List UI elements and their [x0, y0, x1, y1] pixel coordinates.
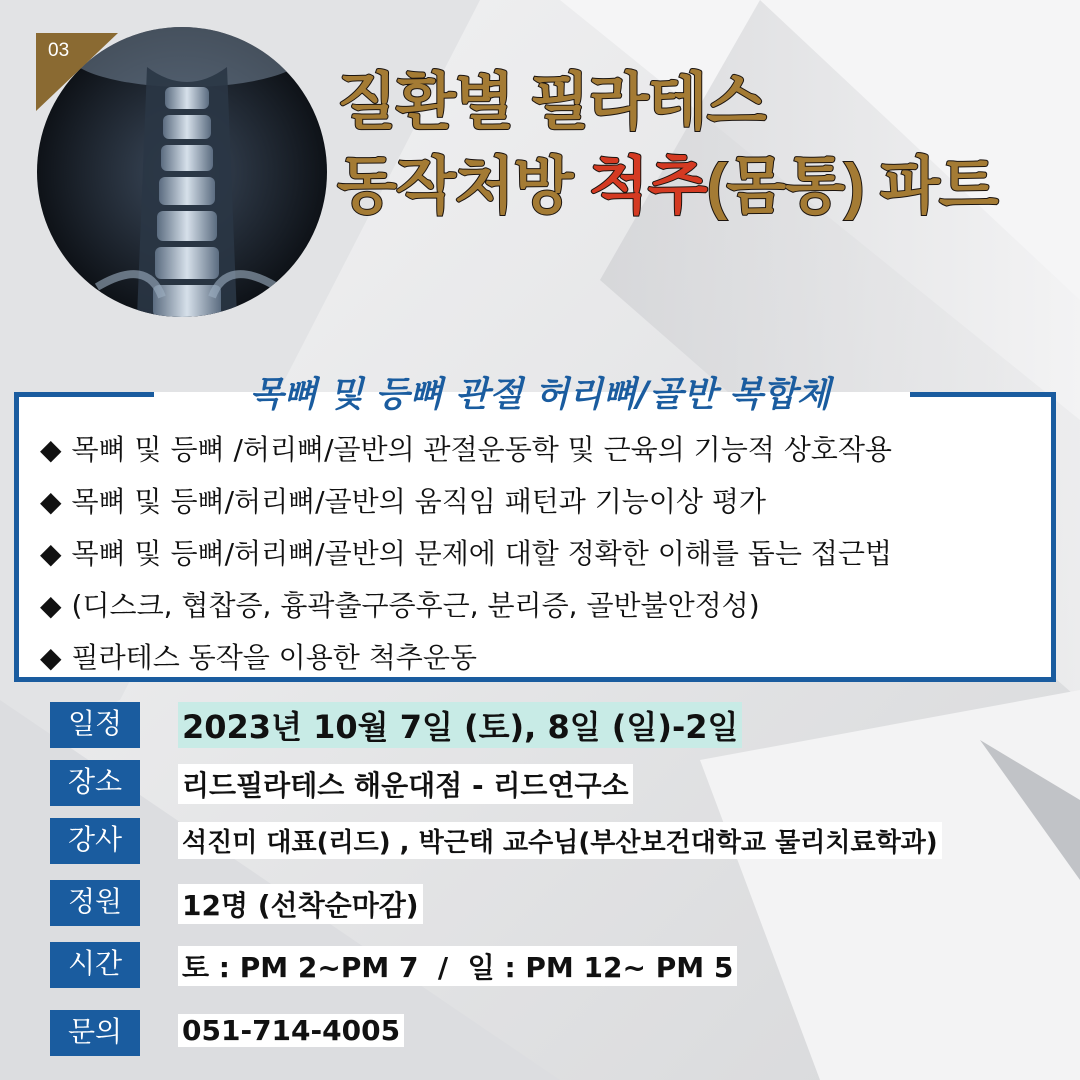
info-value: 리드필라테스 해운대점 - 리드연구소 [178, 764, 633, 804]
list-item-text: 목뼈 및 등뼈 /허리뼈/골반의 관절운동학 및 근육의 기능적 상호작용 [71, 433, 892, 466]
list-item-text: 목뼈 및 등뼈/허리뼈/골반의 문제에 대할 정확한 이해를 돕는 접근법 [71, 537, 892, 570]
title-line-1: 질환별 필라테스 [337, 68, 766, 137]
info-row-time [50, 942, 1080, 992]
info-value: 석진미 대표(리드) , 박근태 교수님(부산보건대학교 물리치료학과) [178, 822, 942, 859]
info-label: 시간 [50, 942, 140, 988]
list-item-text: (디스크, 협찹증, 흉곽출구증후근, 분리증, 골반불안정성) [71, 589, 760, 622]
list-item-text: 필라테스 동작을 이용한 척추운동 [71, 641, 477, 674]
info-row-contact [50, 1010, 1080, 1060]
info-value: 051-714-4005 [178, 1014, 404, 1047]
info-label: 장소 [50, 760, 140, 806]
info-row-schedule [50, 702, 1080, 752]
title-highlight: 척추 [588, 152, 707, 221]
info-label: 일정 [50, 702, 140, 748]
title-line-2-suffix: (몸통) 파트 [706, 152, 998, 221]
list-item [40, 584, 892, 636]
diamond-bullet-icon: ◆ [40, 485, 62, 518]
info-value: 2023년 10월 7일 (토), 8일 (일)-2일 [178, 702, 742, 748]
diamond-bullet-icon: ◆ [40, 433, 62, 466]
section-number: 03 [48, 40, 70, 61]
curriculum-list [40, 428, 892, 688]
info-label: 정원 [50, 880, 140, 926]
title-line-2-prefix: 동작처방 [337, 152, 589, 221]
page-title [337, 68, 998, 221]
title-line-2 [337, 152, 998, 221]
list-item [40, 428, 892, 480]
info-row-instructor [50, 818, 1080, 868]
diamond-bullet-icon: ◆ [40, 641, 62, 674]
info-row-location [50, 760, 1080, 810]
info-value: 12명 (선착순마감) [178, 884, 423, 924]
info-label: 문의 [50, 1010, 140, 1056]
curriculum-title: 목뼈 및 등뼈 관절 허리뼈/골반 복합체 [249, 375, 831, 415]
list-item [40, 532, 892, 584]
diamond-bullet-icon: ◆ [40, 589, 62, 622]
info-row-capacity [50, 880, 1080, 930]
diamond-bullet-icon: ◆ [40, 537, 62, 570]
list-item-text: 목뼈 및 등뼈/허리뼈/골반의 움직임 패턴과 기능이상 평가 [71, 485, 766, 518]
list-item [40, 480, 892, 532]
list-item [40, 636, 892, 688]
info-label: 강사 [50, 818, 140, 864]
info-value: 토 : PM 2~PM 7 / 일 : PM 12~ PM 5 [178, 946, 737, 986]
